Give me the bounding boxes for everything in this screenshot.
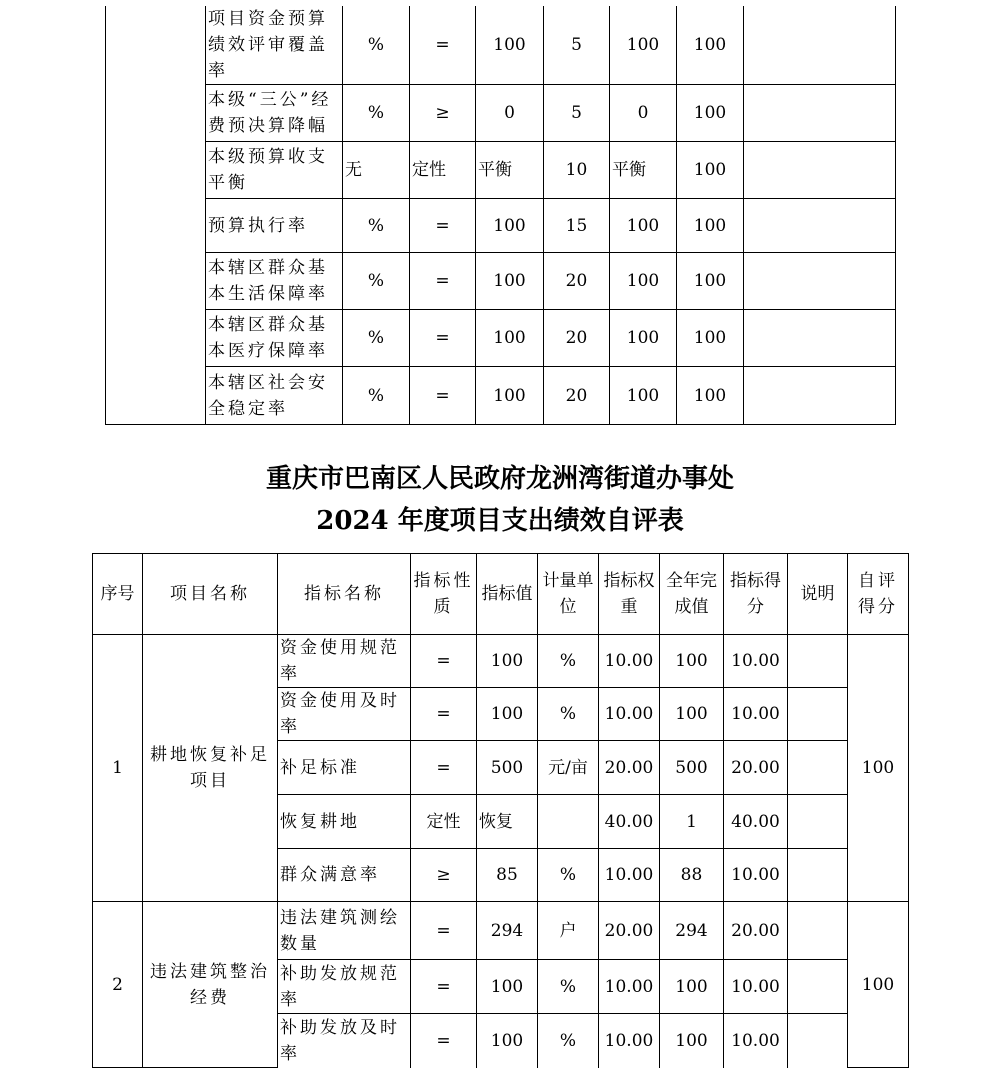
unit-cell: %	[538, 1014, 599, 1068]
page-title	[0, 458, 1000, 542]
nature-cell: =	[411, 741, 477, 795]
previous-indicator-table	[105, 6, 896, 425]
value-cell: 100	[477, 1014, 538, 1068]
operator-cell: =	[410, 199, 476, 253]
nature-cell: =	[411, 1014, 477, 1068]
weight-cell: 20	[544, 367, 610, 425]
note-cell	[744, 85, 896, 142]
indicator-name: 本级预算收支平衡	[206, 142, 343, 199]
project-name: 耕地恢复补足项目	[143, 635, 278, 902]
score-cell: 10.00	[724, 849, 788, 902]
weight-cell: 20.00	[599, 902, 660, 960]
note-cell	[788, 688, 848, 741]
unit-cell	[538, 795, 599, 849]
table-row	[106, 310, 896, 367]
weight-cell: 10.00	[599, 1014, 660, 1068]
actual-cell: 1	[660, 795, 724, 849]
target-cell: 100	[476, 253, 544, 310]
header-self-score: 自评得分	[848, 554, 909, 635]
weight-cell: 40.00	[599, 795, 660, 849]
nature-cell: =	[411, 635, 477, 688]
score-cell: 20.00	[724, 741, 788, 795]
weight-cell: 10.00	[599, 688, 660, 741]
table-row	[93, 902, 909, 960]
score-cell: 10.00	[724, 960, 788, 1014]
value-cell: 100	[477, 635, 538, 688]
value-cell: 100	[477, 960, 538, 1014]
title-line-1: 重庆市巴南区人民政府龙洲湾街道办事处	[265, 464, 734, 494]
unit-cell: %	[343, 85, 410, 142]
nature-cell: =	[411, 960, 477, 1014]
score-cell: 10.00	[724, 1014, 788, 1068]
indicator-name: 项目资金预算绩效评审覆盖率	[206, 6, 343, 85]
note-cell	[744, 367, 896, 425]
note-cell	[788, 795, 848, 849]
score-cell: 10.00	[724, 635, 788, 688]
actual-cell: 100	[660, 635, 724, 688]
unit-cell: 无	[343, 142, 410, 199]
table-row	[106, 199, 896, 253]
indicator-name: 本辖区群众基本医疗保障率	[206, 310, 343, 367]
header-value: 指标值	[477, 554, 538, 635]
weight-cell: 10.00	[599, 635, 660, 688]
actual-cell: 100	[610, 253, 677, 310]
actual-cell: 100	[610, 310, 677, 367]
note-cell	[744, 142, 896, 199]
target-cell: 100	[476, 310, 544, 367]
score-cell: 10.00	[724, 688, 788, 741]
score-cell: 100	[677, 85, 744, 142]
unit-cell: 元/亩	[538, 741, 599, 795]
project-name: 违法建筑整治经费	[143, 902, 278, 1068]
header-row	[93, 554, 909, 635]
unit-cell: %	[343, 367, 410, 425]
unit-cell: %	[538, 849, 599, 902]
operator-cell: =	[410, 6, 476, 85]
project-evaluation-table	[92, 553, 909, 1068]
operator-cell: ≥	[410, 85, 476, 142]
actual-cell: 294	[660, 902, 724, 960]
weight-cell: 20	[544, 310, 610, 367]
indicator-name: 群众满意率	[278, 849, 411, 902]
unit-cell: %	[343, 199, 410, 253]
target-cell: 100	[476, 367, 544, 425]
score-cell: 100	[677, 367, 744, 425]
score-cell: 20.00	[724, 902, 788, 960]
table-row	[106, 85, 896, 142]
nature-cell: ≥	[411, 849, 477, 902]
actual-cell: 100	[660, 1014, 724, 1068]
nature-cell: =	[411, 902, 477, 960]
unit-cell: %	[343, 310, 410, 367]
nature-cell: 定性	[411, 795, 477, 849]
weight-cell: 10	[544, 142, 610, 199]
actual-cell: 100	[610, 6, 677, 85]
note-cell	[788, 960, 848, 1014]
project-seq: 1	[93, 635, 143, 902]
self-score-cell: 100	[848, 902, 909, 1068]
note-cell	[744, 253, 896, 310]
note-cell	[744, 6, 896, 85]
indicator-name: 补助发放规范率	[278, 960, 411, 1014]
target-cell: 平衡	[476, 142, 544, 199]
actual-cell: 100	[660, 688, 724, 741]
weight-cell: 20.00	[599, 741, 660, 795]
operator-cell: =	[410, 310, 476, 367]
actual-cell: 0	[610, 85, 677, 142]
weight-cell: 10.00	[599, 960, 660, 1014]
operator-cell: =	[410, 367, 476, 425]
actual-cell: 100	[610, 199, 677, 253]
indicator-name: 预算执行率	[206, 199, 343, 253]
unit-cell: %	[538, 635, 599, 688]
score-cell: 40.00	[724, 795, 788, 849]
indicator-name: 违法建筑测绘数量	[278, 902, 411, 960]
weight-cell: 20	[544, 253, 610, 310]
note-cell	[788, 741, 848, 795]
actual-cell: 100	[610, 367, 677, 425]
note-cell	[744, 310, 896, 367]
unit-cell: 户	[538, 902, 599, 960]
actual-cell: 88	[660, 849, 724, 902]
note-cell	[788, 902, 848, 960]
header-note: 说明	[788, 554, 848, 635]
header-actual: 全年完成值	[660, 554, 724, 635]
weight-cell: 5	[544, 85, 610, 142]
weight-cell: 10.00	[599, 849, 660, 902]
score-cell: 100	[677, 199, 744, 253]
title-line-2: 2024 年度项目支出绩效自评表	[316, 506, 684, 536]
unit-cell: %	[343, 253, 410, 310]
score-cell: 100	[677, 6, 744, 85]
unit-cell: %	[538, 688, 599, 741]
actual-cell: 500	[660, 741, 724, 795]
actual-cell: 100	[660, 960, 724, 1014]
score-cell: 100	[677, 253, 744, 310]
unit-cell: %	[343, 6, 410, 85]
target-cell: 100	[476, 199, 544, 253]
indicator-name: 资金使用规范率	[278, 635, 411, 688]
operator-cell: =	[410, 253, 476, 310]
table-row	[106, 142, 896, 199]
indicator-name: 本辖区群众基本生活保障率	[206, 253, 343, 310]
indicator-name: 资金使用及时率	[278, 688, 411, 741]
table-row	[106, 253, 896, 310]
table-row	[93, 635, 909, 688]
target-cell: 100	[476, 6, 544, 85]
indicator-name: 本级“三公”经费预决算降幅	[206, 85, 343, 142]
header-weight: 指标权重	[599, 554, 660, 635]
nature-cell: =	[411, 688, 477, 741]
header-seq: 序号	[93, 554, 143, 635]
note-cell	[788, 849, 848, 902]
operator-cell: 定性	[410, 142, 476, 199]
note-cell	[744, 199, 896, 253]
score-cell: 100	[677, 142, 744, 199]
note-cell	[788, 1014, 848, 1068]
merged-category-cell	[106, 6, 206, 425]
project-seq: 2	[93, 902, 143, 1068]
header-indicator: 指标名称	[278, 554, 411, 635]
value-cell: 恢复	[477, 795, 538, 849]
self-score-cell: 100	[848, 635, 909, 902]
header-nature: 指标性质	[411, 554, 477, 635]
actual-cell: 平衡	[610, 142, 677, 199]
unit-cell: %	[538, 960, 599, 1014]
weight-cell: 15	[544, 199, 610, 253]
target-cell: 0	[476, 85, 544, 142]
value-cell: 85	[477, 849, 538, 902]
indicator-name: 恢复耕地	[278, 795, 411, 849]
note-cell	[788, 635, 848, 688]
score-cell: 100	[677, 310, 744, 367]
value-cell: 100	[477, 688, 538, 741]
indicator-name: 本辖区社会安全稳定率	[206, 367, 343, 425]
table-row	[106, 367, 896, 425]
header-unit: 计量单位	[538, 554, 599, 635]
indicator-name: 补足标准	[278, 741, 411, 795]
weight-cell: 5	[544, 6, 610, 85]
header-score: 指标得分	[724, 554, 788, 635]
indicator-name: 补助发放及时率	[278, 1014, 411, 1068]
value-cell: 294	[477, 902, 538, 960]
header-project: 项目名称	[143, 554, 278, 635]
table-row	[106, 6, 896, 85]
value-cell: 500	[477, 741, 538, 795]
